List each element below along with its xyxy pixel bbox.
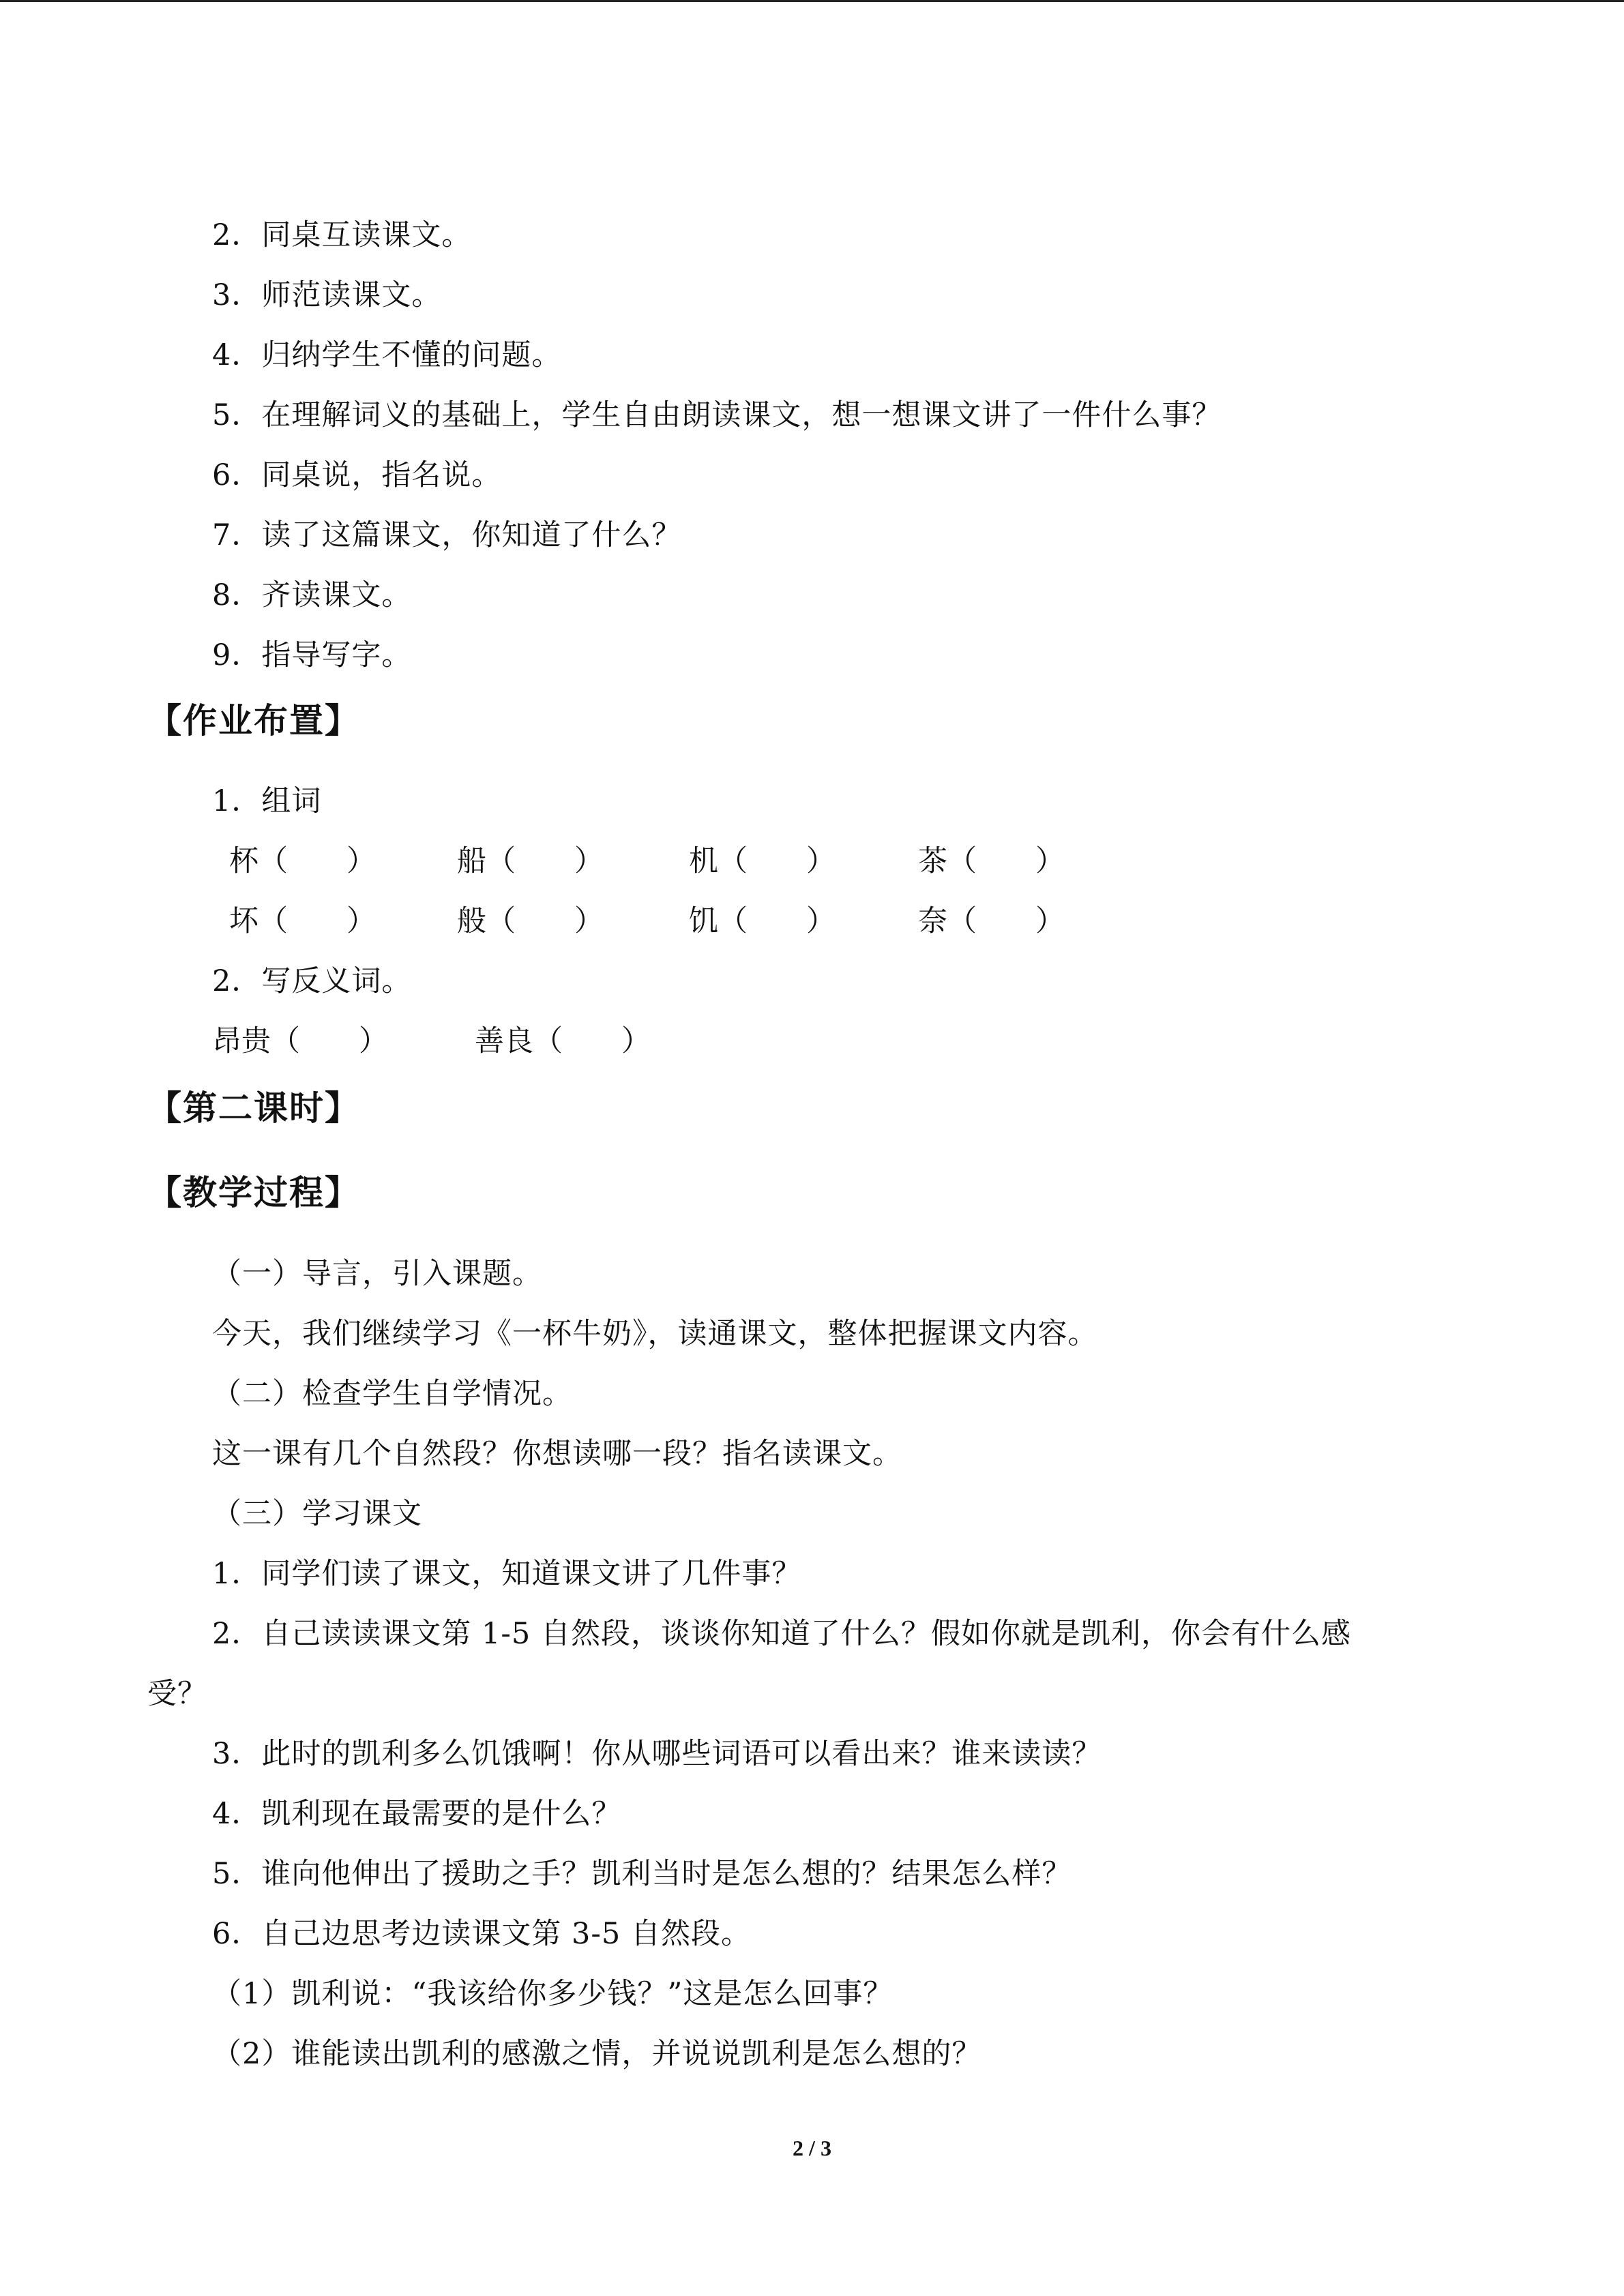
word-cell: 饥（ ） [689,904,836,938]
process-line: （1）凯利说：“我该给你多少钱？”这是怎么回事？ [212,1977,894,2011]
step-line: 7．读了这篇课文，你知道了什么？ [212,518,682,552]
antonym-cell: 善良（ ） [475,1024,651,1058]
homework-item-2: 2．写反义词。 [212,964,412,998]
second-lesson-heading: 【第二课时】 [147,1088,360,1128]
process-line: （三）学习课文 [212,1497,422,1531]
process-heading: 【教学过程】 [147,1173,360,1212]
top-border [0,0,1624,2]
process-line: 4．凯利现在最需要的是什么？ [212,1797,622,1831]
process-line: （2）谁能读出凯利的感激之情，并说说凯利是怎么想的？ [212,2037,982,2071]
step-line: 5．在理解词义的基础上，学生自由朗读课文，想一想课文讲了一件什么事？ [212,398,1222,432]
step-line: 3．师范读课文。 [212,278,442,312]
word-cell: 船（ ） [457,844,604,878]
step-line: 4．归纳学生不懂的问题。 [212,338,562,372]
process-line: 2．自己读读课文第 1-5 自然段，谈谈你知道了什么？假如你就是凯利，你会有什么感 [212,1617,1351,1651]
process-line: （二）检查学生自学情况。 [212,1377,572,1411]
page-indicator: 2 / 3 [793,2136,831,2160]
process-line: 5．谁向他伸出了援助之手？凯利当时是怎么想的？结果怎么样？ [212,1857,1072,1891]
homework-heading: 【作业布置】 [147,701,360,741]
process-line: 今天，我们继续学习《一杯牛奶》，读通课文，整体把握课文内容。 [212,1317,1098,1351]
word-cell: 奈（ ） [918,904,1065,938]
process-line: 6．自己边思考边读课文第 3-5 自然段。 [212,1917,751,1951]
homework-item-1: 1．组词 [212,784,322,818]
word-cell: 机（ ） [689,844,836,878]
process-line: 1．同学们读了课文，知道课文讲了几件事？ [212,1557,802,1591]
process-line: 3．此时的凯利多么饥饿啊！你从哪些词语可以看出来？谁来读读？ [212,1737,1102,1771]
antonym-cell: 昂贵（ ） [212,1024,388,1058]
process-line: 受？ [147,1677,207,1711]
process-line: 这一课有几个自然段？你想读哪一段？指名读课文。 [212,1437,902,1471]
word-cell: 茶（ ） [918,844,1065,878]
process-line: （一）导言，引入课题。 [212,1257,542,1291]
word-cell: 坏（ ） [229,904,376,938]
word-cell: 杯（ ） [229,844,376,878]
step-line: 2．同桌互读课文。 [212,218,472,252]
step-line: 8．齐读课文。 [212,578,412,612]
word-cell: 般（ ） [457,904,604,938]
step-line: 9．指导写字。 [212,638,412,672]
step-line: 6．同桌说，指名说。 [212,458,502,492]
